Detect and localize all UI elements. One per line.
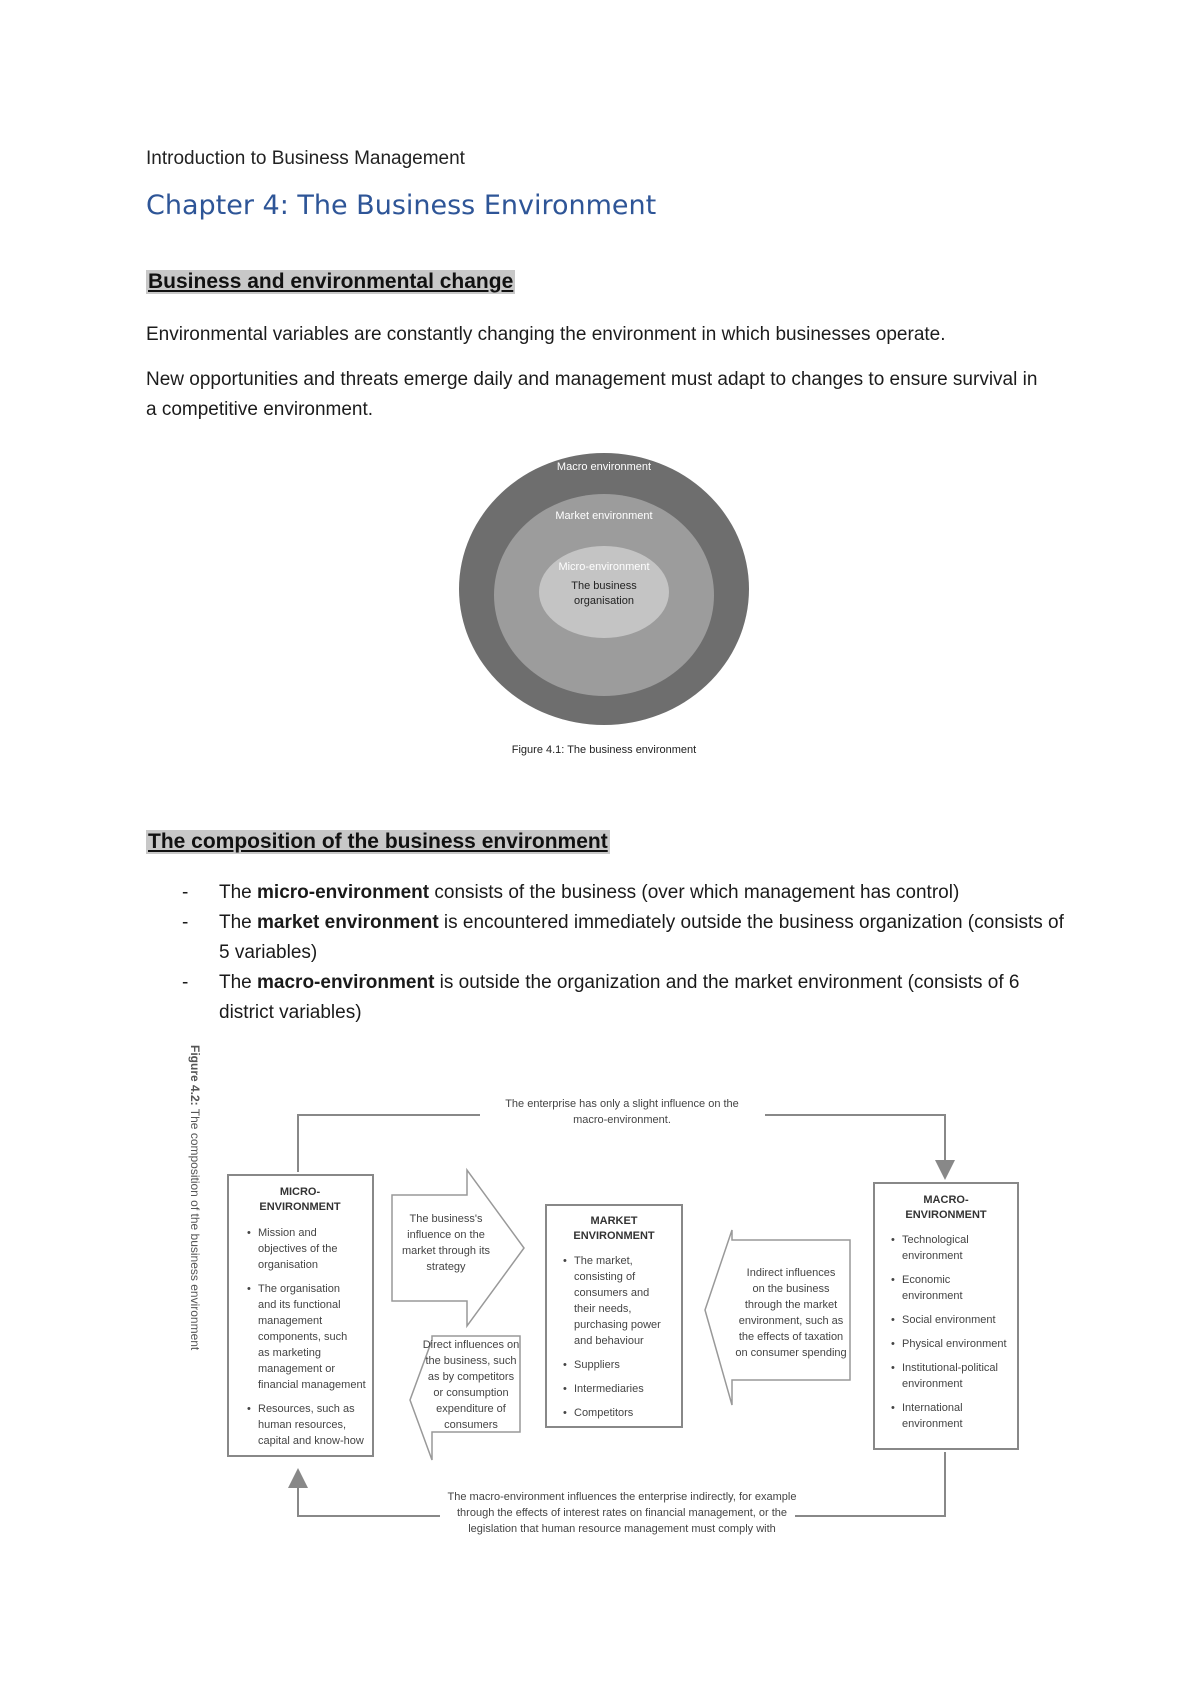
micro-item: The organisation — [258, 1283, 340, 1295]
macro-item: Social environment — [902, 1314, 996, 1326]
paragraph-opportunities-threats: New opportunities and threats emerge daily and management must adapt to changes to ensure survival in a competitive environment. — [146, 369, 1038, 420]
market-item: their needs, — [574, 1303, 632, 1315]
bottom-connector-arrow — [298, 1478, 440, 1516]
micro-item: objectives of the — [258, 1243, 338, 1255]
bottom-note: legislation that human resource management must comply with — [468, 1523, 776, 1535]
micro-item: management — [258, 1315, 323, 1327]
top-note: The enterprise has only a slight influence on the — [505, 1098, 739, 1110]
market-item: The market, — [574, 1255, 633, 1267]
macro-item: Technological — [902, 1234, 969, 1246]
inner-ring-micro — [539, 546, 669, 638]
micro-item: organisation — [258, 1259, 318, 1271]
macro-bullet: • — [891, 1314, 895, 1326]
top-connector-arrow — [765, 1115, 945, 1170]
micro-item: and its functional — [258, 1299, 341, 1311]
market-item: and behaviour — [574, 1335, 644, 1347]
market-title: ENVIRONMENT — [573, 1230, 655, 1242]
arrow-right-text: The business's — [409, 1213, 483, 1225]
macro-item: Economic — [902, 1274, 951, 1286]
arrow-left-text: the business, such — [425, 1355, 517, 1367]
market-item: purchasing power — [574, 1319, 661, 1331]
chapter-title: Chapter 4: The Business Environment — [146, 190, 657, 221]
market-item: Suppliers — [574, 1359, 620, 1371]
macro-item: environment — [902, 1418, 963, 1430]
arrow-right-text: market through its — [401, 1245, 491, 1257]
micro-item: as marketing — [258, 1347, 321, 1359]
arrow-indirect-text: the effects of taxation — [738, 1331, 844, 1343]
macro-title: ENVIRONMENT — [905, 1209, 987, 1221]
macro-bullet: • — [891, 1234, 895, 1246]
market-item: consumers and — [574, 1287, 650, 1299]
top-connector-line — [298, 1115, 480, 1172]
arrow-left-text: Direct influences on — [422, 1339, 520, 1351]
macro-bullet: • — [891, 1402, 895, 1414]
list-item: - The macro-environment is outside the organization and the market environment (consists of 6 district variables) — [182, 972, 1020, 1023]
micro-title: ENVIRONMENT — [259, 1201, 341, 1213]
list-item: - The market environment is encountered immediately outside the business organization (consists of 5 variables) — [182, 912, 1064, 963]
term-micro-environment: micro-environment — [257, 882, 430, 903]
core-label-line1: The business — [571, 580, 637, 592]
figure-business-environment-circles — [440, 445, 770, 765]
micro-item: Mission and — [258, 1227, 317, 1239]
arrow-left-text: or consumption — [433, 1387, 509, 1399]
micro-title: MICRO- — [279, 1186, 321, 1198]
micro-item: human resources, — [258, 1419, 347, 1431]
macro-item: International — [902, 1402, 963, 1414]
micro-item: Resources, such as — [258, 1403, 355, 1415]
macro-item: environment — [902, 1290, 963, 1302]
macro-item: Physical environment — [902, 1338, 1007, 1350]
top-note: macro-environment. — [573, 1114, 671, 1126]
market-item: Competitors — [574, 1407, 634, 1419]
course-title: Introduction to Business Management — [146, 148, 465, 169]
micro-item: financial management — [258, 1379, 366, 1391]
macro-bullet: • — [891, 1362, 895, 1374]
bottom-note: The macro-environment influences the enterprise indirectly, for example — [447, 1491, 797, 1503]
inner-ring-label: Micro-environment — [558, 561, 650, 573]
arrow-indirect-text: through the market — [744, 1299, 838, 1311]
arrow-left-text: expenditure of — [436, 1403, 506, 1415]
market-item: Intermediaries — [574, 1383, 644, 1395]
composition-bullet-list — [146, 878, 1066, 1028]
market-bullet: • — [563, 1383, 567, 1395]
micro-bullet: • — [247, 1403, 251, 1415]
figure2-side-caption: Figure 4.2: The composition of the business environment — [188, 1045, 202, 1351]
micro-item: management or — [258, 1363, 336, 1375]
macro-bullet: • — [891, 1338, 895, 1350]
market-bullet: • — [563, 1255, 567, 1267]
arrow-left-text: as by competitors — [427, 1371, 515, 1383]
macro-item: Institutional-political — [902, 1362, 998, 1374]
micro-bullet: • — [247, 1227, 251, 1239]
arrow-right-text: strategy — [426, 1261, 466, 1273]
arrow-left-text: consumers — [444, 1419, 498, 1431]
core-label-line2: organisation — [574, 595, 634, 607]
bottom-note: through the effects of interest rates on financial management, or the — [457, 1507, 787, 1519]
section-heading-environmental-change: Business and environmental change — [148, 270, 514, 293]
micro-item: components, such — [258, 1331, 348, 1343]
list-item: - The micro-environment consists of the business (over which management has control) — [182, 882, 960, 903]
arrow-indirect-text: on consumer spending — [735, 1347, 847, 1359]
paragraph-environmental-variables: Environmental variables are constantly changing the environment in which businesses operate. — [146, 324, 946, 345]
figure1-caption: Figure 4.1: The business environment — [511, 744, 697, 756]
arrow-indirect-text: Indirect influences — [746, 1267, 836, 1279]
market-bullet: • — [563, 1359, 567, 1371]
figure-composition-diagram — [0, 1030, 1200, 1550]
market-item: consisting of — [574, 1271, 636, 1283]
middle-ring-label: Market environment — [555, 510, 653, 522]
outer-ring-label: Macro environment — [556, 461, 652, 473]
macro-title: MACRO- — [923, 1194, 969, 1206]
macro-item: environment — [902, 1378, 963, 1390]
micro-item: capital and know-how — [258, 1435, 364, 1447]
arrow-right-text: influence on the — [407, 1229, 485, 1241]
market-bullet: • — [563, 1407, 567, 1419]
bottom-connector-line — [795, 1452, 945, 1516]
arrow-indirect-text: on the business — [752, 1283, 830, 1295]
term-market-environment: market environment — [257, 912, 439, 933]
arrow-indirect-text: environment, such as — [738, 1315, 844, 1327]
section-heading-composition: The composition of the business environment — [148, 830, 608, 853]
micro-bullet: • — [247, 1283, 251, 1295]
term-macro-environment: macro-environment — [257, 972, 435, 993]
macro-bullet: • — [891, 1274, 895, 1286]
market-title: MARKET — [590, 1215, 638, 1227]
macro-item: environment — [902, 1250, 963, 1262]
